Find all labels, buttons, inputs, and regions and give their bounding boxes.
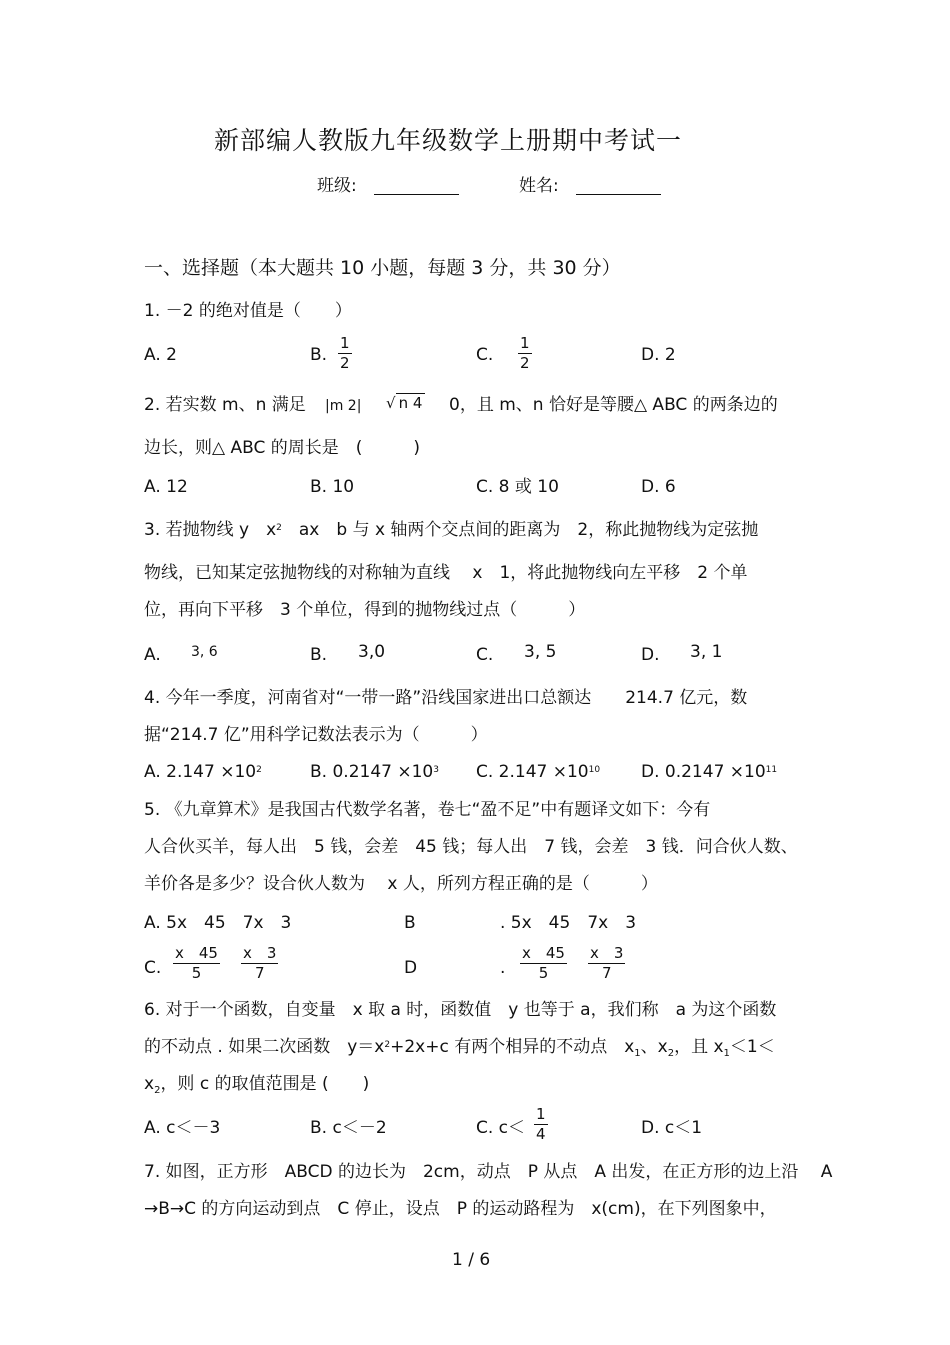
q5-line1: 5. 《九章算术》是我国古代数学名著，卷七“盈不足”中有题译文如下：今有 xyxy=(144,800,711,820)
q3-option-b-label: B. xyxy=(310,645,328,665)
q5-option-a: A. 5x 45 7x 3 xyxy=(144,913,292,933)
q6-subscript-1: 1 xyxy=(634,1048,641,1059)
q6-line2-mid: 、x xyxy=(640,1037,668,1057)
q4-option-b-exponent: 3 xyxy=(433,765,439,775)
q1-option-c-fraction xyxy=(518,335,532,372)
q6-option-b: B. c＜－2 xyxy=(310,1118,387,1138)
class-label: 班级: xyxy=(317,176,357,196)
class-blank xyxy=(374,194,459,195)
q4-option-b-base: B. 0.2147 ×10 xyxy=(310,762,434,782)
q4-line2: 据“214.7 亿”用科学记数法表示为（ ） xyxy=(144,725,488,745)
q5-option-b-label: B xyxy=(404,913,416,933)
name-blank xyxy=(576,194,661,195)
fraction-denominator: 5 xyxy=(191,964,202,982)
q3-exponent: 2 xyxy=(276,523,282,533)
q3-option-a-label: A. xyxy=(144,645,161,665)
q5-option-b: . 5x 45 7x 3 xyxy=(500,913,637,933)
q4-option-a xyxy=(144,762,262,782)
fraction-numerator: 1 xyxy=(520,334,530,352)
q4-option-c-base: C. 2.147 ×10 xyxy=(476,762,589,782)
fraction-numerator: 1 xyxy=(340,334,350,352)
q6-line2-pre: 的不动点 . 如果二次函数 y＝x xyxy=(144,1037,385,1057)
q3-line1 xyxy=(144,520,758,540)
q1-option-d: D. 2 xyxy=(641,345,676,365)
fraction-denominator: 2 xyxy=(520,354,530,372)
q3-line1-pre: 3. 若抛物线 y x xyxy=(144,520,277,540)
q3-line1-post: ax b 与 x 轴两个交点间的距离为 2，称此抛物线为定弦抛 xyxy=(281,520,759,540)
page-number: 1 / 6 xyxy=(452,1250,491,1270)
q1-stem: 1. －2 的绝对值是（ ） xyxy=(144,301,352,321)
q6-option-d: D. c＜1 xyxy=(641,1118,703,1138)
q3-line2: 物线，已知某定弦抛物线的对称轴为直线 x 1，将此抛物线向左平移 2 个单 xyxy=(144,563,748,583)
q6-option-a: A. c＜－3 xyxy=(144,1118,221,1138)
q6-line2 xyxy=(144,1037,775,1060)
q5-option-d-fraction-right xyxy=(588,945,625,982)
q2-option-c: C. 8 或 10 xyxy=(476,477,559,497)
q4-option-a-base: A. 2.147 ×10 xyxy=(144,762,257,782)
fraction-numerator: x 45 xyxy=(175,944,218,962)
q5-line3: 羊价各是多少？设合伙人数为 x 人，所列方程正确的是（ ） xyxy=(144,874,658,894)
q3-option-a-value: 3, 6 xyxy=(191,644,218,660)
q6-line3-post: ，则 c 的取值范围是 ( ) xyxy=(160,1074,370,1094)
q6-option-c-fraction xyxy=(534,1106,548,1143)
name-label: 姓名: xyxy=(519,176,559,196)
q4-option-c xyxy=(476,762,600,782)
q2-stem-line2: 边长，则△ ABC 的周长是 ( ) xyxy=(144,438,421,458)
q1-option-c-label: C. xyxy=(476,345,494,365)
q2-stem-post: 0，且 m、n 恰好是等腰△ ABC 的两条边的 xyxy=(449,395,778,415)
q6-line3-pre: x xyxy=(144,1074,155,1094)
q6-subscript-2: 2 xyxy=(667,1048,675,1059)
q5-option-c-label: C. xyxy=(144,958,162,978)
q2-radicand: n 4 xyxy=(396,393,426,412)
fraction-numerator: 1 xyxy=(536,1105,546,1123)
q4-option-b xyxy=(310,762,439,782)
q2-option-b: B. 10 xyxy=(310,477,355,497)
q4-option-d-exponent: 11 xyxy=(765,765,778,775)
q2-option-a: A. 12 xyxy=(144,477,188,497)
q1-option-b-label: B. xyxy=(310,345,328,365)
q4-option-c-exponent: 10 xyxy=(588,765,601,775)
section-heading: 一、选择题（本大题共 10 小题，每题 3 分，共 30 分） xyxy=(144,257,621,279)
q5-option-d-dot: . xyxy=(500,958,506,978)
q5-option-d-fraction-left xyxy=(520,945,567,982)
q5-option-c-fraction-right xyxy=(241,945,278,982)
q6-exponent: 2 xyxy=(384,1040,391,1050)
q6-option-c-label: C. c＜ xyxy=(476,1118,526,1138)
fraction-numerator: x 3 xyxy=(243,944,277,962)
fraction-denominator: 5 xyxy=(538,964,549,982)
q6-line3-subscript: 2 xyxy=(154,1085,161,1096)
fraction-denominator: 7 xyxy=(601,964,612,982)
q3-option-d-label: D. xyxy=(641,645,660,665)
q4-option-d xyxy=(641,762,777,782)
q7-line2: →B→C 的方向运动到点 C 停止，设点 P 的运动路程为 x(cm)，在下列图象中， xyxy=(144,1199,777,1219)
q5-option-c-fraction-left xyxy=(173,945,220,982)
q1-option-b-fraction xyxy=(338,335,352,372)
q3-option-d-value: 3, 1 xyxy=(690,642,723,662)
q6-line2-tail: ＜1＜ xyxy=(729,1037,775,1057)
q6-line2-post: +2x+c 有两个相异的不动点 x xyxy=(390,1037,635,1057)
q2-option-d: D. 6 xyxy=(641,477,676,497)
fraction-denominator: 7 xyxy=(254,964,265,982)
q7-line1: 7. 如图，正方形 ABCD 的边长为 2cm，动点 P 从点 A 出发，在正方形的边上沿 A xyxy=(144,1162,833,1182)
q6-subscript-3: 1 xyxy=(723,1048,730,1059)
fraction-denominator: 2 xyxy=(340,354,350,372)
q6-line1: 6. 对于一个函数，自变量 x 取 a 时，函数值 y 也等于 a，我们称 a 为这个函数 xyxy=(144,1000,777,1020)
q3-option-b-value: 3,0 xyxy=(358,642,386,662)
q6-line3 xyxy=(144,1074,369,1097)
q6-line2-end: ，且 x xyxy=(674,1037,724,1057)
fraction-denominator: 4 xyxy=(536,1125,546,1143)
q1-option-a: A. 2 xyxy=(144,345,177,365)
q3-option-c-value: 3, 5 xyxy=(524,642,557,662)
q2-stem-pre: 2. 若实数 m、n 满足 xyxy=(144,395,306,415)
q2-square-root: √ n 4 xyxy=(386,394,425,412)
q4-option-d-base: D. 0.2147 ×10 xyxy=(641,762,766,782)
q3-line3: 位，再向下平移 3 个单位，得到的抛物线过点（ ） xyxy=(144,600,586,620)
fraction-numerator: x 3 xyxy=(590,944,624,962)
q4-option-a-exponent: 2 xyxy=(256,765,262,775)
fraction-numerator: x 45 xyxy=(522,944,565,962)
q3-option-c-label: C. xyxy=(476,645,494,665)
q2-absolute-value: |m 2| xyxy=(325,398,362,414)
q4-line1: 4. 今年一季度，河南省对“一带一路”沿线国家进出口总额达 214.7 亿元，数 xyxy=(144,688,748,708)
q5-option-d-label: D xyxy=(404,958,418,978)
page-title: 新部编人教版九年级数学上册期中考试一 xyxy=(214,126,683,155)
q5-line2: 人合伙买羊，每人出 5 钱，会差 45 钱；每人出 7 钱，会差 3 钱．问合伙人数、 xyxy=(144,837,798,857)
